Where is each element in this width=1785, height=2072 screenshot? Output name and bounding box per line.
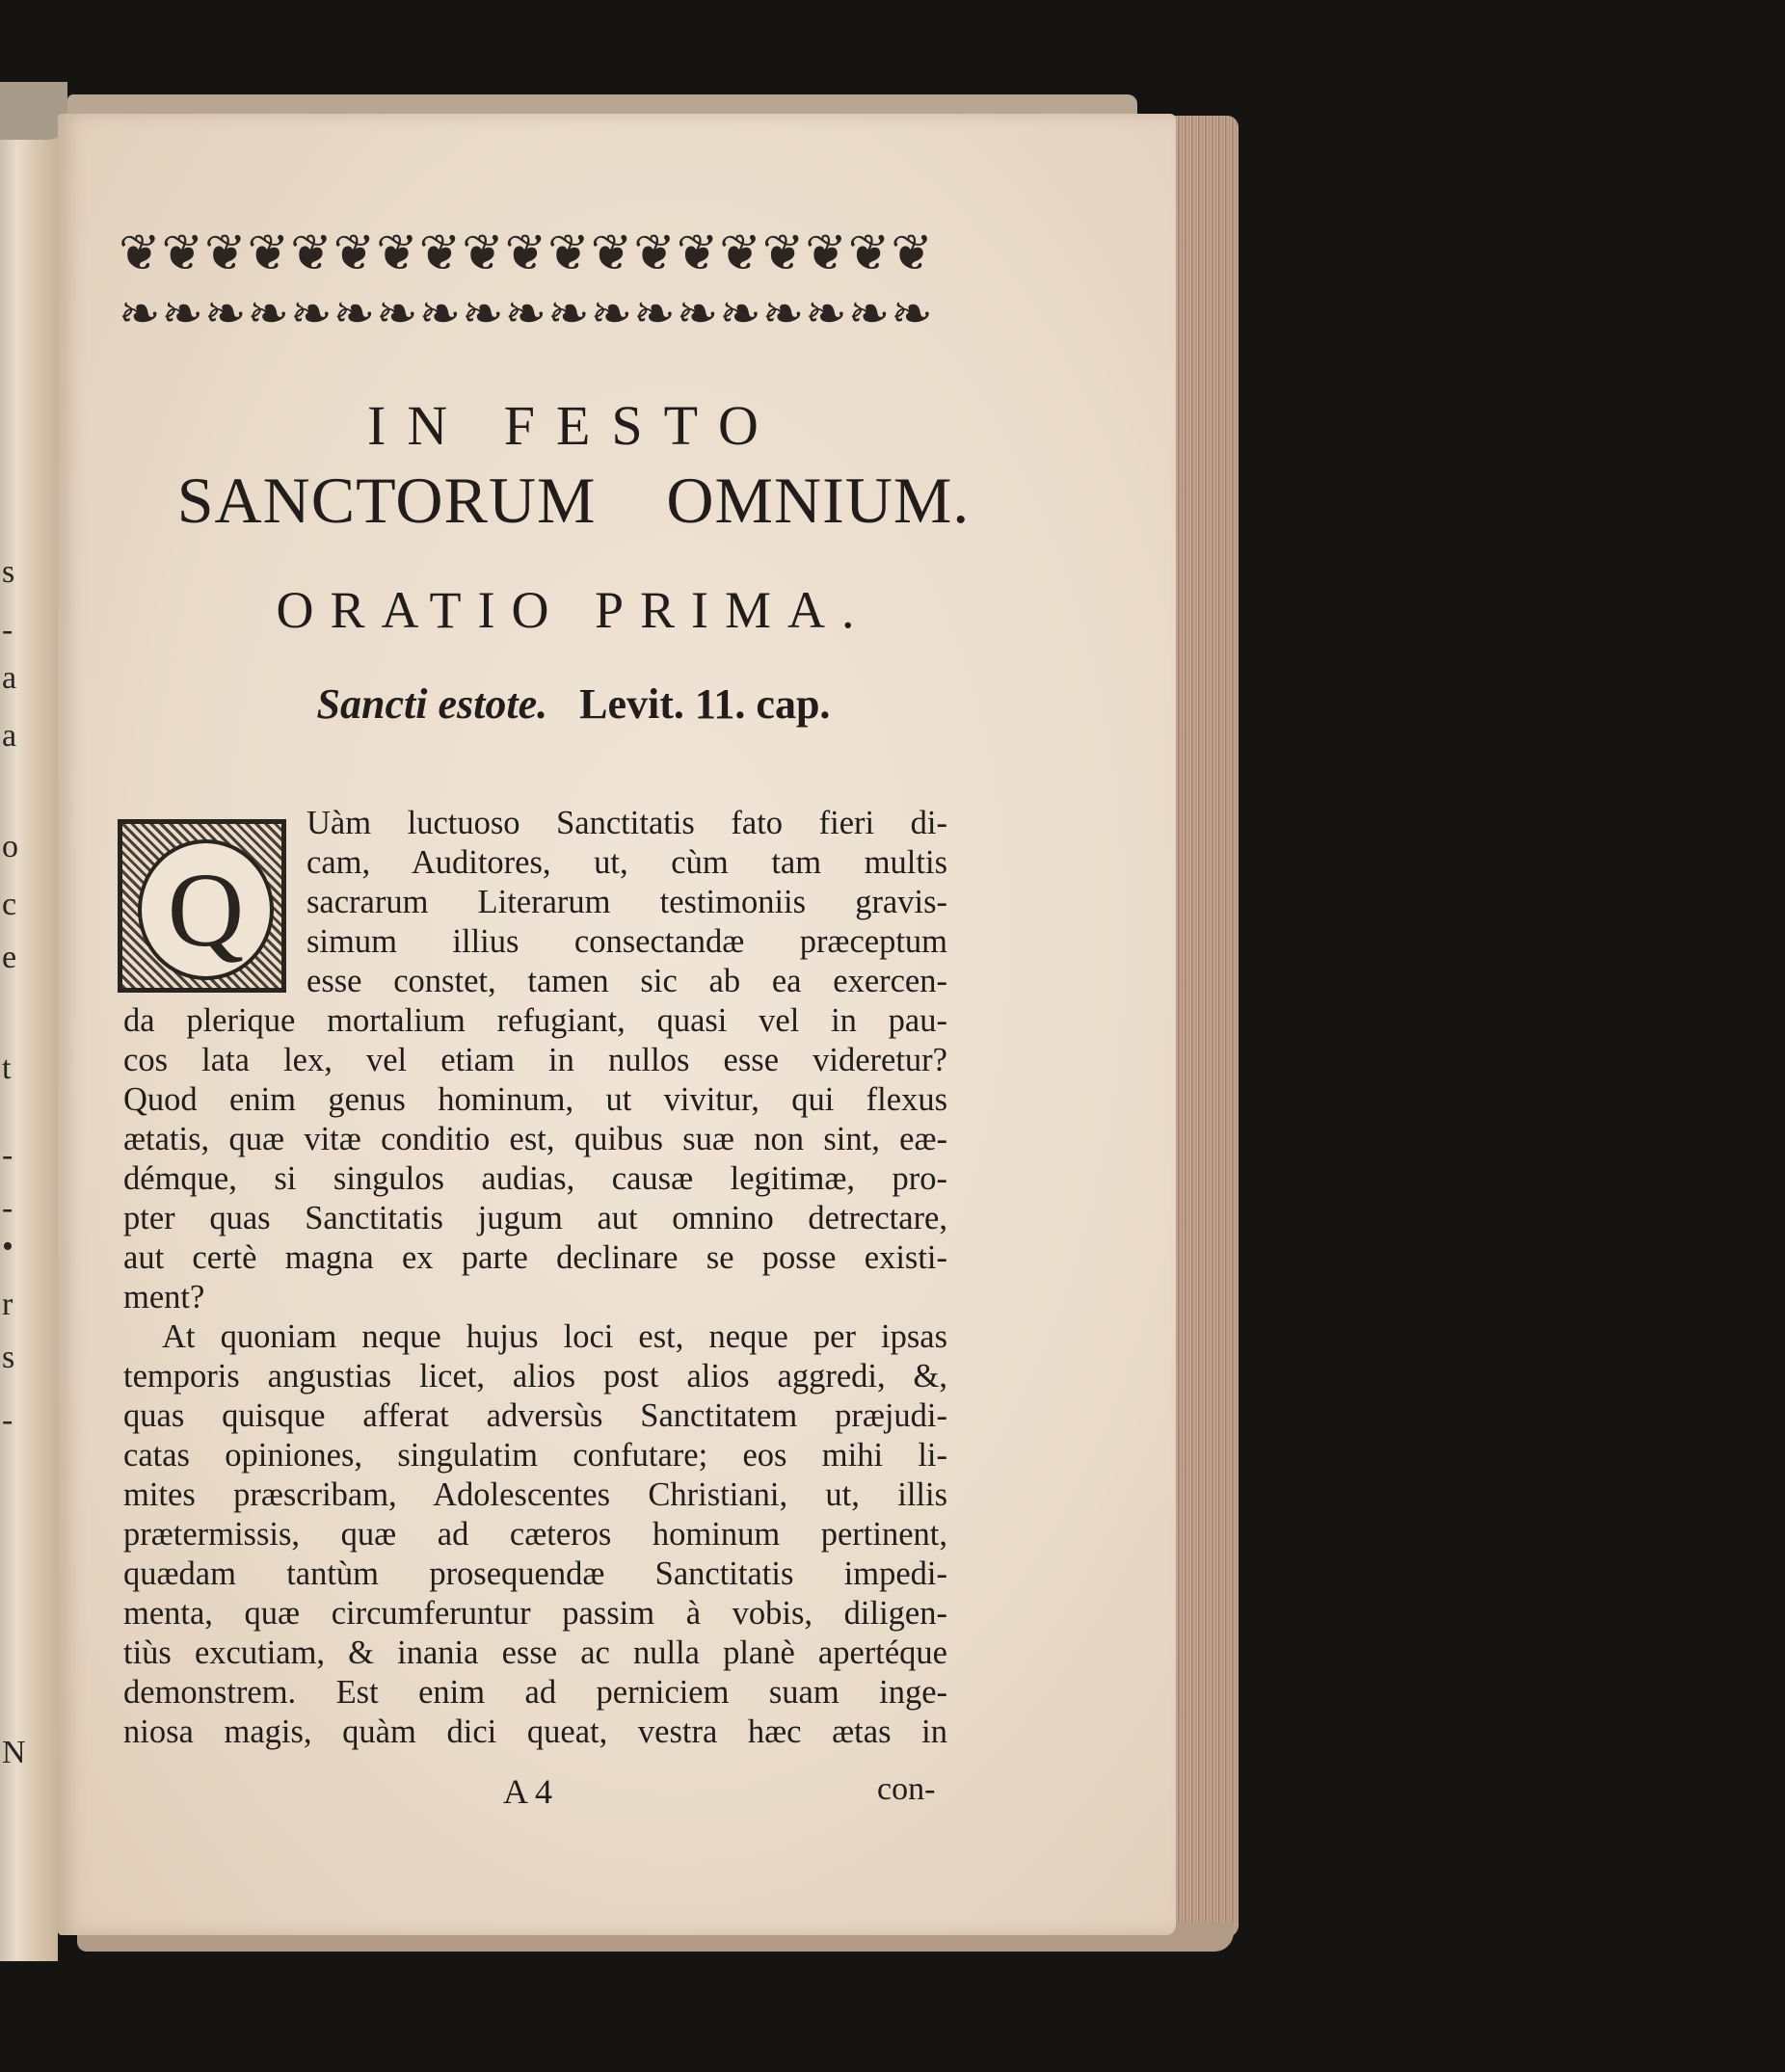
- text-line: aut certè magna ex parte declinare se posse existi-: [123, 1239, 947, 1276]
- left-margin-char: N: [2, 1735, 26, 1770]
- left-margin-char: -: [2, 1402, 13, 1438]
- fleuron-icon: ❦: [119, 225, 161, 282]
- left-margin-char: s: [2, 1340, 15, 1375]
- fleuron-icon: ❦: [633, 225, 676, 282]
- text-line: ment?: [123, 1279, 205, 1315]
- left-margin-char: c: [2, 887, 17, 922]
- fleuron-icon: ❦: [847, 225, 891, 282]
- fleuron-icon: ❦: [805, 225, 847, 282]
- fleuron-icon: ❦: [418, 225, 462, 282]
- fleuron-icon: ❦: [204, 225, 247, 282]
- text-line: mites præscribam, Adolescentes Christiani, ut, illis: [123, 1476, 947, 1513]
- fleuron-icon: ❦: [676, 225, 719, 282]
- left-margin-char: -: [2, 1190, 13, 1226]
- fleuron-icon: ❧: [676, 285, 719, 343]
- epigraph-quote: Sancti estote.: [316, 680, 548, 728]
- fleuron-icon: ❧: [547, 285, 590, 343]
- fleuron-icon: ❦: [462, 225, 504, 282]
- fleuron-icon: ❦: [247, 225, 290, 282]
- fleuron-icon: ❧: [847, 285, 891, 343]
- title-line-2: SANCTORUM OMNIUM.: [176, 464, 971, 537]
- catchword: con-: [877, 1771, 936, 1807]
- fleuron-icon: ❦: [590, 225, 633, 282]
- book-spine: [0, 82, 58, 1961]
- text-line: Quod enim genus hominum, ut vivitur, qui flexus: [123, 1081, 947, 1118]
- left-margin-char: r: [2, 1287, 13, 1322]
- text-line: démque, si singulos audias, causæ legitimæ, pro-: [123, 1160, 947, 1197]
- fleuron-icon: ❧: [247, 285, 290, 343]
- fleuron-icon: ❧: [119, 285, 161, 343]
- fleuron-icon: ❦: [504, 225, 547, 282]
- fleuron-icon: ❧: [504, 285, 547, 343]
- text-line: catas opiniones, singulatim confutare; eos mihi li-: [123, 1437, 947, 1474]
- text-line: prætermissis, quæ ad cæteros hominum pertinent,: [123, 1516, 947, 1553]
- fleuron-icon: ❦: [161, 225, 204, 282]
- fleuron-icon: ❧: [204, 285, 247, 343]
- ornament-band-top: [119, 225, 933, 282]
- fleuron-icon: ❧: [376, 285, 418, 343]
- fleuron-icon: ❧: [590, 285, 633, 343]
- fleuron-icon: ❧: [805, 285, 847, 343]
- fleuron-icon: ❧: [462, 285, 504, 343]
- epigraph: [77, 679, 1070, 729]
- text-line: demonstrem. Est enim ad perniciem suam inge-: [123, 1674, 947, 1711]
- text-line: tiùs excutiam, & inania esse ac nulla planè apertéque: [123, 1634, 947, 1671]
- text-line: temporis angustias licet, alios post alios aggredi, &,: [123, 1358, 947, 1395]
- fleuron-icon: ❦: [761, 225, 805, 282]
- ornament-band-bottom: [119, 285, 933, 343]
- left-margin-char: a: [2, 660, 17, 696]
- oration-subtitle: ORATIO PRIMA.: [276, 581, 871, 639]
- fleuron-icon: ❦: [376, 225, 418, 282]
- fleuron-icon: ❧: [761, 285, 805, 343]
- left-margin-char: t: [2, 1050, 12, 1086]
- text-line: simum illius consectandæ præceptum: [306, 923, 947, 960]
- left-margin-char: -: [2, 1137, 13, 1173]
- left-margin-char: -: [2, 612, 13, 648]
- title-line-1: IN FESTO: [367, 394, 780, 457]
- initial-letter: Q: [138, 839, 274, 980]
- left-margin-char: s: [2, 554, 15, 590]
- fleuron-icon: ❦: [547, 225, 590, 282]
- fleuron-icon: ❦: [333, 225, 376, 282]
- fleuron-icon: ❧: [418, 285, 462, 343]
- fleuron-icon: ❦: [290, 225, 333, 282]
- fleuron-icon: ❧: [719, 285, 761, 343]
- text-line: cos lata lex, vel etiam in nullos esse videretur?: [123, 1042, 947, 1078]
- text-line: Uàm luctuoso Sanctitatis fato fieri di-: [306, 805, 947, 841]
- fleuron-icon: ❦: [891, 225, 933, 282]
- left-margin-char: a: [2, 718, 17, 754]
- fleuron-icon: ❧: [290, 285, 333, 343]
- fleuron-icon: ❧: [161, 285, 204, 343]
- text-line: quas quisque afferat adversùs Sanctitatem præjudi-: [123, 1397, 947, 1434]
- text-line: At quoniam neque hujus loci est, neque per ipsas: [162, 1318, 947, 1355]
- text-line: quædam tantùm prosequendæ Sanctitatis impedi-: [123, 1555, 947, 1592]
- text-line: pter quas Sanctitatis jugum aut omnino detrectare,: [123, 1200, 947, 1236]
- text-line: ætatis, quæ vitæ conditio est, quibus suæ non sint, eæ-: [123, 1121, 947, 1157]
- fleuron-icon: ❦: [719, 225, 761, 282]
- text-line: cam, Auditores, ut, cùm tam multis: [306, 844, 947, 881]
- text-line: esse constet, tamen sic ab ea exercen-: [306, 963, 947, 999]
- page-block-edge: [1171, 116, 1239, 1937]
- text-line: da plerique mortalium refugiant, quasi vel in pau-: [123, 1002, 947, 1039]
- signature-mark: A 4: [503, 1772, 553, 1811]
- text-line: menta, quæ circumferuntur passim à vobis, diligen-: [123, 1595, 947, 1632]
- text-line: sacrarum Literarum testimoniis gravis-: [306, 884, 947, 920]
- left-margin-char: o: [2, 829, 18, 864]
- text-line: niosa magis, quàm dici queat, vestra hæc ætas in: [123, 1713, 947, 1750]
- decorated-initial: [118, 819, 286, 993]
- fleuron-icon: ❧: [891, 285, 933, 343]
- fleuron-icon: ❧: [633, 285, 676, 343]
- epigraph-reference: Levit. 11. cap.: [579, 680, 831, 728]
- fleuron-icon: ❧: [333, 285, 376, 343]
- left-margin-char: •: [2, 1229, 13, 1264]
- left-margin-char: e: [2, 940, 17, 975]
